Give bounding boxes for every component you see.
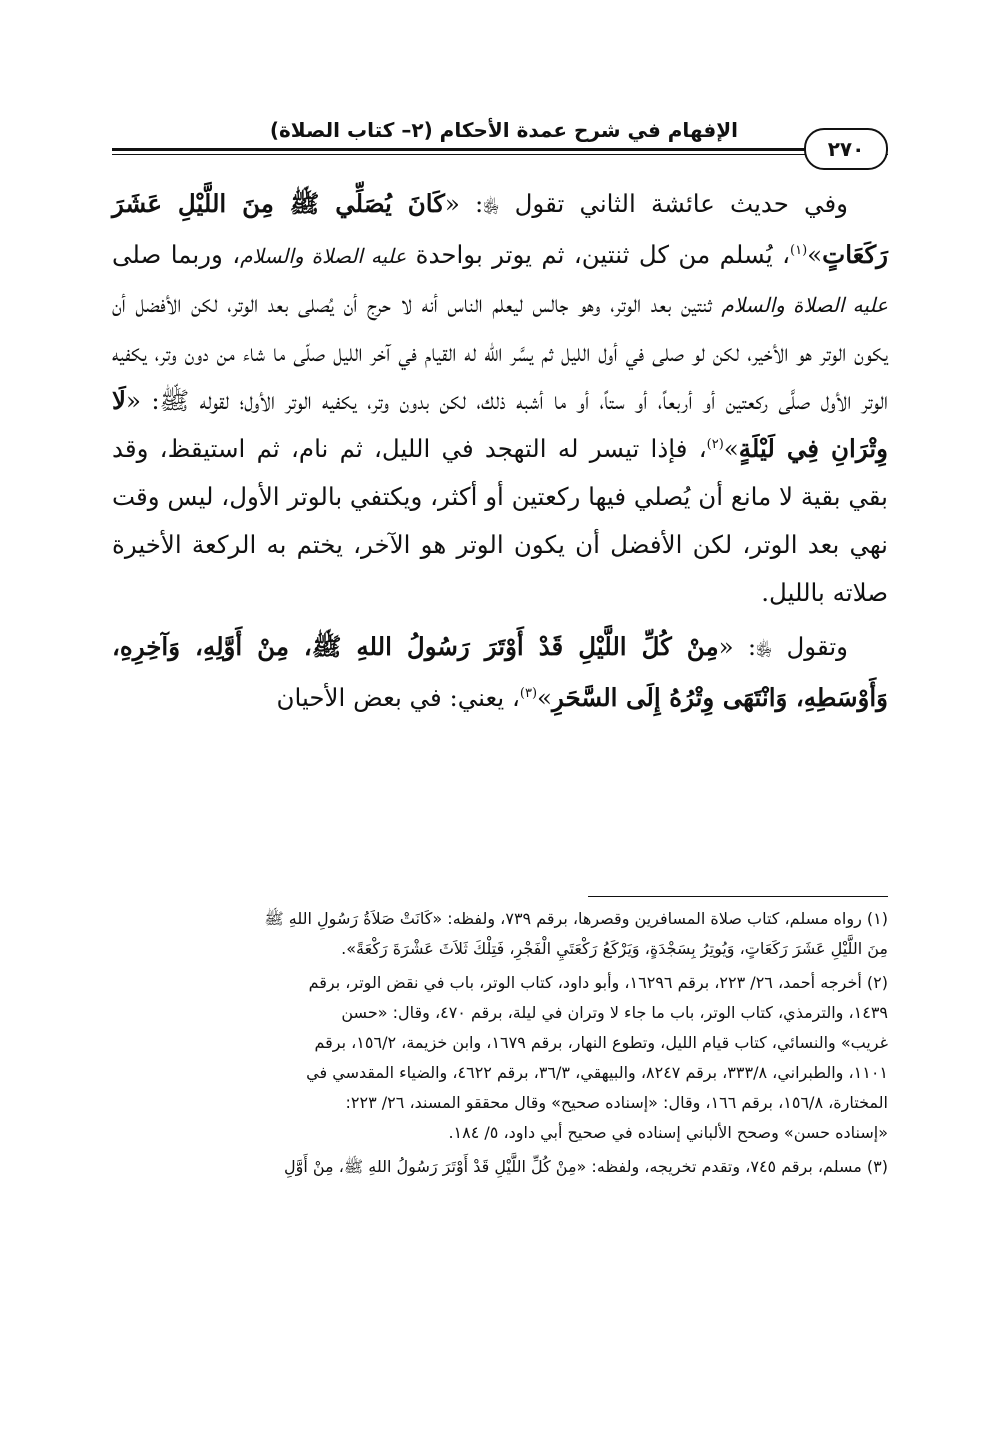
- salutation: عليه الصلاة والسلام: [240, 244, 407, 268]
- footnote-line: المختارة، ١٥٦/٨، برقم ١٦٦، وقال: «إسناده صحيح» وقال محققو المسند، ٢٦/ ٢٢٣:: [345, 1093, 888, 1112]
- footnotes: [112, 904, 888, 1186]
- text-run: وتقول: [772, 632, 848, 661]
- text-run: ، يعني: في بعض الأحيان: [276, 683, 520, 712]
- text-run: »: [537, 683, 553, 712]
- main-text: [112, 180, 888, 722]
- footnote-1: [112, 904, 888, 964]
- text-run: »: [807, 240, 823, 269]
- footnote-2: [112, 968, 888, 1148]
- header-rule: [112, 148, 888, 151]
- running-header: [112, 118, 888, 161]
- page-number: ٢٧٠: [804, 128, 888, 170]
- text-run: : «: [444, 189, 484, 218]
- text-run: ثنتين بعد الوتر، وهو جالس ليعلم الناس أنه لا حرج أن يُصلى بعد الوتر، لكن الأفضل أن يكون الوتر هو الأخير، لكن لو صلى في أول الليل ثم يسَّر الله له القيام في آخر الليل صلّى ما شاء من دون وتر، يكفيه الوتر الأول صلَّى ركعتين أو أربعاً، أو ستاً، أو ما أشبه ذلك، لكن بدون وتر، يكفيه الوتر الأول؛ لقوله ﷺ: «: [112, 289, 888, 415]
- paragraph: [112, 180, 888, 617]
- honorific: ﵂: [756, 640, 773, 659]
- paragraph: [112, 623, 888, 722]
- footnote-line: ١٤٣٩، والترمذي، كتاب الوتر، باب ما جاء لا وتران في ليلة، برقم ٤٧٠، وقال: «حسن: [341, 1003, 888, 1022]
- footnote-line: (٣) مسلم، برقم ٧٤٥، وتقدم تخريجه، ولفظه: «مِنْ كُلِّ اللَّيْلِ قَدْ أَوْتَرَ رَسُولُ اللهِ ﷺ، مِنْ أَوَّلِ: [283, 1157, 888, 1176]
- footnote-ref[interactable]: (٣): [519, 685, 538, 701]
- footnote-3: [112, 1152, 888, 1182]
- footnote-line: غريب» والنسائي، كتاب قيام الليل، وتطوع النهار، برقم ١٦٧٩، وابن خزيمة، ١٥٦/٢، برقم: [314, 1033, 888, 1052]
- salutation: عليه الصلاة والسلام: [721, 293, 888, 317]
- footnote-line: ١١٠١، والطبراني، ٣٣٣/٨، برقم ٨٢٤٧، والبيهقي، ٣٦/٣، برقم ٤٦٢٢، والضياء المقدسي في: [306, 1063, 888, 1082]
- footnote-line: (١) رواه مسلم، كتاب صلاة المسافرين وقصرها، برقم ٧٣٩، ولفظه: «كَانَتْ صَلاَةُ رَسُولِ اللهِ ﷺ: [264, 909, 888, 928]
- text-run: ، يُسلم من كل ثنتين، ثم يوتر بواحدة: [406, 240, 790, 269]
- text-run: وفي حديث عائشة الثاني تقول: [499, 189, 849, 218]
- footnote-ref[interactable]: (١): [790, 242, 808, 258]
- header-rule-thin: [112, 154, 888, 155]
- text-run: »: [723, 434, 739, 463]
- book-title: الإفهام في شرح عمدة الأحكام (٢– كتاب الصلاة): [269, 118, 738, 142]
- footnote-separator: [588, 896, 888, 897]
- hadith-quote: كَانَ يُصَلِّي ﷺ مِنَ اللَّيْلِ عَشَرَ رَكَعَاتٍ: [112, 189, 888, 269]
- hadith-quote: لَا وِتْرَانِ فِي لَيْلَةٍ: [112, 386, 888, 463]
- honorific: ﵂: [483, 197, 500, 216]
- footnote-line: مِنَ اللَّيْلِ عَشَرَ رَكَعَاتٍ، وَيُوتِرُ بِسَجْدَةٍ، وَيَرْكَعُ رَكْعَتَيِ الْفَجْرِ، فَتِلْكَ ثَلاَثَ عَشْرَةَ رَكْعَةً».: [341, 939, 888, 958]
- text-run: : «: [718, 632, 757, 661]
- text-run: ، فإذا تيسر له التهجد في الليل، ثم نام، ثم استيقظ، وقد بقي بقية لا مانع أن يُصلي فيها ركعتين أو أكثر، ويكتفي بالوتر الأول، ليس وقت نهي بعد الوتر، لكن الأفضل أن يكون الوتر هو الآخر، يختم به الركعة الأخيرة صلاته بالليل.: [112, 434, 888, 607]
- footnote-line: «إسناده حسن» وصحح الألباني إسناده في صحيح أبي داود، ٥/ ١٨٤.: [448, 1123, 888, 1142]
- footnote-line: (٢) أخرجه أحمد، ٢٦/ ٢٢٣، برقم ١٦٢٩٦، وأبو داود، كتاب الوتر، باب في نقض الوتر، برقم: [308, 973, 888, 992]
- hadith-quote: مِنْ كُلِّ اللَّيْلِ قَدْ أَوْتَرَ رَسُولُ اللهِ ﷺ، مِنْ أَوَّلِهِ، وَآخِرِهِ، وَأَوْسَطِهِ، وَانْتَهَى وِتْرُهُ إِلَى السَّحَرِ: [112, 632, 888, 712]
- text-run: ، وربما صلى: [112, 240, 241, 269]
- footnote-ref[interactable]: (٢): [706, 436, 724, 452]
